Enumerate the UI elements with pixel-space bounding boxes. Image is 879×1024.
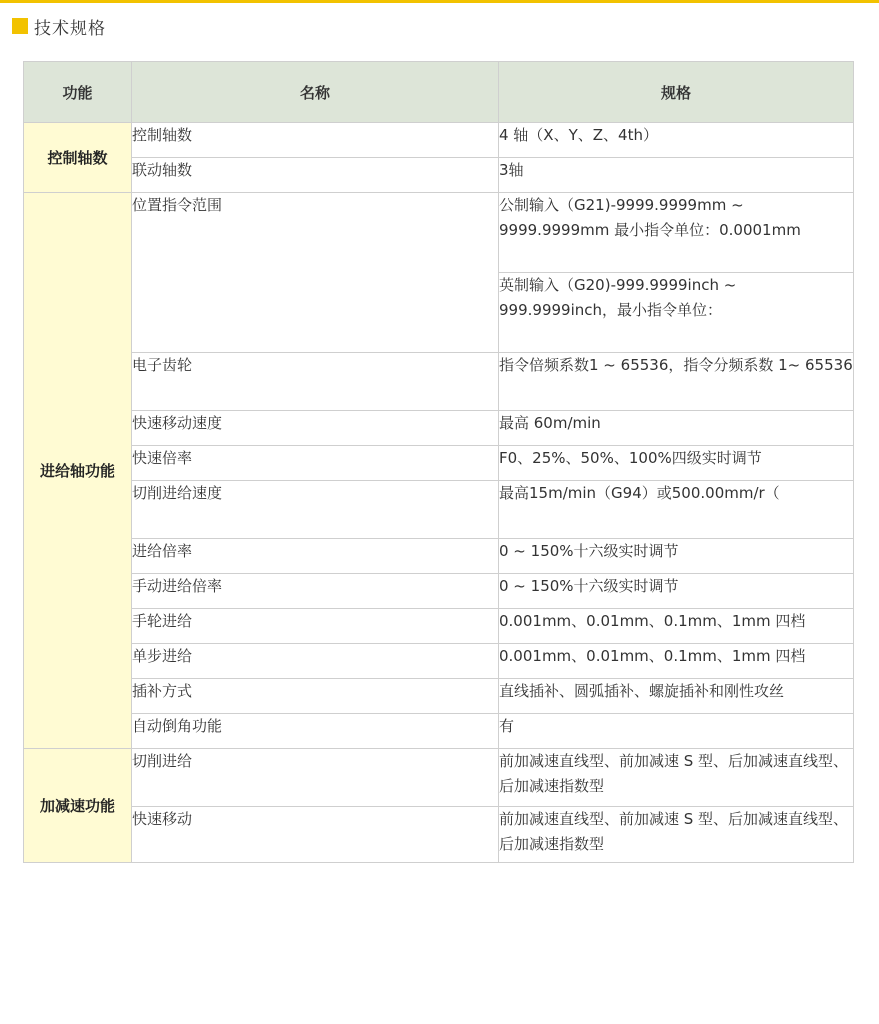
- name-cell: 进给倍率: [132, 539, 499, 574]
- header-name: 名称: [132, 62, 499, 123]
- spec-cell: 有: [499, 714, 854, 749]
- table-row: [24, 714, 854, 749]
- table-row: [24, 353, 854, 411]
- func-cell: 加减速功能: [24, 749, 132, 863]
- table-row: [24, 644, 854, 679]
- name-cell: 联动轴数: [132, 158, 499, 193]
- section-title: 技术规格: [34, 18, 106, 39]
- spec-cell: 前加减速直线型、前加减速 S 型、后加减速直线型、后加减速指数型: [499, 807, 854, 863]
- header-func: 功能: [24, 62, 132, 123]
- section-marker-icon: [12, 18, 28, 34]
- name-cell: 电子齿轮: [132, 353, 499, 411]
- spec-cell: 前加减速直线型、前加减速 S 型、后加减速直线型、后加减速指数型: [499, 749, 854, 807]
- name-cell: 控制轴数: [132, 123, 499, 158]
- table-row: [24, 446, 854, 481]
- table-row: [24, 123, 854, 158]
- spec-cell: 公制输入（G21)-9999.9999mm ~ 9999.9999mm 最小指令单位：0.0001mm: [499, 193, 854, 273]
- spec-cell: 0 ~ 150%十六级实时调节: [499, 574, 854, 609]
- spec-table: [23, 61, 854, 863]
- func-cell: 控制轴数: [24, 123, 132, 193]
- table-header-row: [24, 62, 854, 123]
- spec-cell: 最高15m/min（G94）或500.00mm/r（: [499, 481, 854, 539]
- header-spec: 规格: [499, 62, 854, 123]
- top-accent-bar: [0, 0, 879, 3]
- name-cell: 手动进给倍率: [132, 574, 499, 609]
- name-cell: 快速移动: [132, 807, 499, 863]
- spec-cell: 3轴: [499, 158, 854, 193]
- spec-cell: 0.001mm、0.01mm、0.1mm、1mm 四档: [499, 644, 854, 679]
- name-cell: 自动倒角功能: [132, 714, 499, 749]
- name-cell: 切削进给速度: [132, 481, 499, 539]
- spec-cell: 指令倍频系数1 ~ 65536，指令分频系数 1~ 65536: [499, 353, 854, 411]
- section-header: [12, 14, 106, 38]
- spec-cell: 0.001mm、0.01mm、0.1mm、1mm 四档: [499, 609, 854, 644]
- spec-cell: 英制输入（G20)-999.9999inch ~ 999.9999inch，最小指令单位：: [499, 273, 854, 353]
- name-cell: 切削进给: [132, 749, 499, 807]
- name-cell: 手轮进给: [132, 609, 499, 644]
- table-row: [24, 539, 854, 574]
- spec-cell: F0、25%、50%、100%四级实时调节: [499, 446, 854, 481]
- name-cell: 插补方式: [132, 679, 499, 714]
- name-cell: 位置指令范围: [132, 193, 499, 353]
- name-cell: 单步进给: [132, 644, 499, 679]
- table-row: [24, 193, 854, 273]
- func-cell: 进给轴功能: [24, 193, 132, 749]
- name-cell: 快速倍率: [132, 446, 499, 481]
- table-row: [24, 749, 854, 807]
- table-row: [24, 158, 854, 193]
- table-row: [24, 574, 854, 609]
- spec-cell: 直线插补、圆弧插补、螺旋插补和刚性攻丝: [499, 679, 854, 714]
- name-cell: 快速移动速度: [132, 411, 499, 446]
- table-row: [24, 807, 854, 863]
- spec-cell: 4 轴（X、Y、Z、4th）: [499, 123, 854, 158]
- table-row: [24, 609, 854, 644]
- table-row: [24, 481, 854, 539]
- table-row: [24, 411, 854, 446]
- spec-cell: 0 ~ 150%十六级实时调节: [499, 539, 854, 574]
- table-row: [24, 679, 854, 714]
- spec-cell: 最高 60m/min: [499, 411, 854, 446]
